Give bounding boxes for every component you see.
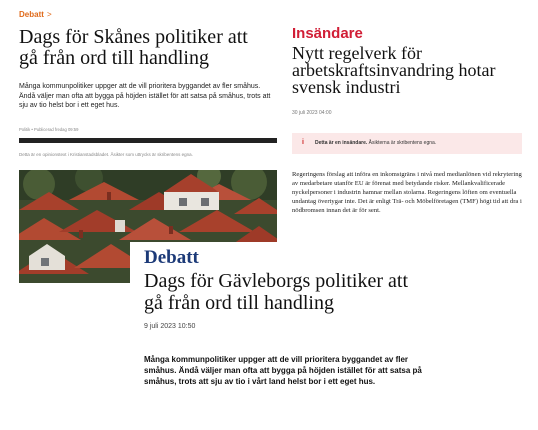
divider-bar [19, 138, 277, 143]
article-title: Nytt regelverk för arbetskraftsinvandring hotar svensk industri [292, 43, 496, 97]
chevron-right-icon: > [47, 10, 52, 19]
article-date: 9 juli 2023 10:50 [144, 323, 196, 330]
notice-rest: Åsikterna är skribentens egna. [367, 140, 437, 146]
notice-strong: Detta är en insändare. [315, 140, 368, 146]
article-lead: Många kommunpolitiker uppger att de vill prioritera byggandet av fler småhus. Ändå väljer man ofta att bygga på höjden istället för att satsa på småhus, trots att sju av tio helst bor i ett eget hus. [19, 83, 271, 109]
article-title: Dags för Gävleborgs politiker att gå från ord till handling [144, 270, 409, 314]
article-title: Dags för Skånes politiker att gå från ord till handling [19, 26, 248, 69]
article-date: 30 juli 2023 04:00 [292, 110, 332, 116]
article-lead: Många kommunpolitiker uppger att de vill prioritera byggandet av fler småhus. Ändå väljer man ofta att bygga på höjden istället för att satsa på småhus, trots att sju av tio i vårt land helst bor i ett eget hus. [144, 355, 422, 386]
section-kicker-debatt[interactable]: Debatt [19, 10, 44, 19]
info-icon: i [302, 139, 304, 146]
article-body: Regeringens förslag att införa en inkomstgräns i nivå med medianlönen vid rekrytering av medarbetare utanför EU är förenat med betydande risker. Mellankvalificerade nyckelpersoner i industrin hamnar mellan stolarna. Regeringens löften om eventuella undantag övertygar inte. Det är enligt Trä- och Möbelföretagen (TMF) högt tid att dra i nödbromsen innan det är för sent. [292, 171, 522, 214]
section-kicker-insandare[interactable]: Insändare [292, 25, 363, 42]
section-kicker-debatt[interactable]: Debatt [144, 247, 199, 268]
opinion-disclaimer: Detta är en opinionstext i Kristianstadsbladet. Åsikter som uttrycks är skribentens egna. [19, 152, 193, 157]
notice-text [315, 140, 436, 146]
article-meta: Politik • Publicerad fredag 09:59 [19, 127, 79, 132]
